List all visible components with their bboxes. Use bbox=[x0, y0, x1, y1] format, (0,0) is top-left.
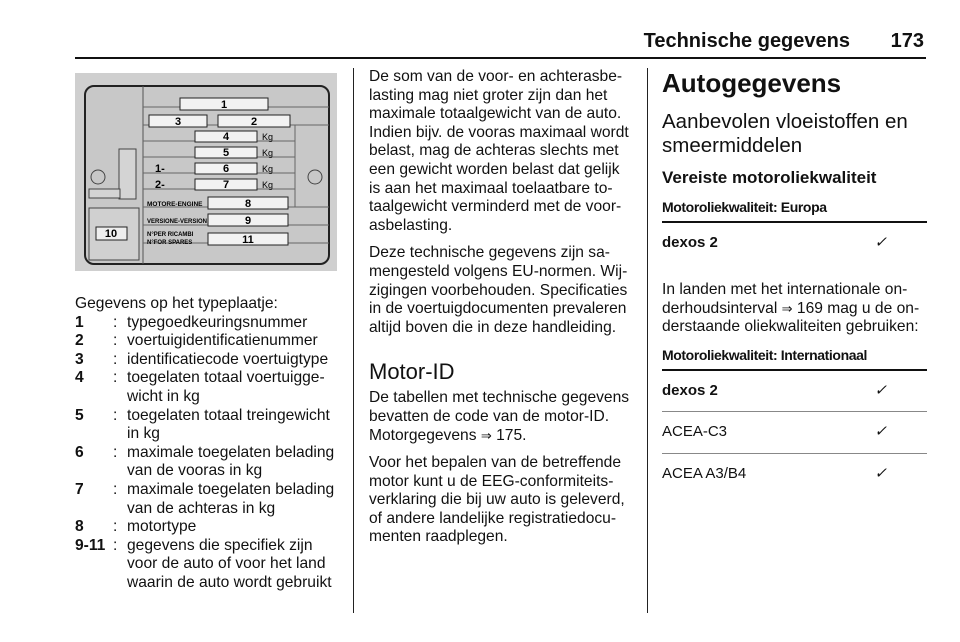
plate-label-2: 2 bbox=[250, 116, 258, 128]
plate-label-5: 5 bbox=[222, 147, 230, 159]
table-europe bbox=[662, 223, 927, 264]
legend-colon: : bbox=[113, 480, 118, 498]
legend-colon: : bbox=[113, 313, 118, 331]
legend-text: maximale toegelaten belading van de vooras in kg bbox=[127, 443, 335, 480]
legend-text: typegoedkeuringsnummer bbox=[127, 313, 308, 331]
table-row bbox=[662, 371, 927, 413]
page-number: 173 bbox=[890, 30, 924, 52]
paragraph-motor-id-text: De tabellen met technische gegevens bevatten de code van de motor-ID. Motorgegevens bbox=[369, 389, 630, 444]
paragraph-motor-id bbox=[369, 389, 633, 445]
type-plate-illustration bbox=[75, 73, 337, 271]
plate-prefix-2: 2- bbox=[155, 179, 165, 191]
legend-text: gegevens die specifiek zijn voor de auto of voor het land waarin de auto wordt gebruikt bbox=[127, 536, 332, 591]
oil-spec-name: ACEA-C3 bbox=[662, 423, 728, 441]
plate-label-7: 7 bbox=[222, 179, 230, 191]
plate-unit-kg: Kg bbox=[262, 148, 274, 158]
plate-unit-kg: Kg bbox=[262, 164, 274, 174]
plate-label-10: 10 bbox=[104, 228, 118, 240]
column-left bbox=[75, 68, 337, 593]
legend-colon: : bbox=[113, 369, 118, 387]
legend-number: 8 bbox=[75, 518, 84, 536]
plate-spares-label-2: N°FOR SPARES bbox=[147, 240, 193, 246]
legend-text: motortype bbox=[127, 518, 197, 536]
column-divider bbox=[353, 68, 354, 613]
page-reference-link[interactable]: 175. bbox=[496, 426, 527, 444]
paragraph-international-text-2: 169 mag u de onderstaande oliekwaliteiten gebruiken: bbox=[662, 299, 920, 336]
legend-colon: : bbox=[113, 332, 118, 350]
page-ref-arrow-icon: ⇒ bbox=[781, 300, 793, 316]
column-right bbox=[662, 68, 927, 494]
oil-spec-name: ACEA A3/B4 bbox=[662, 464, 747, 482]
column-middle bbox=[369, 68, 633, 556]
plate-engine-label: MOTORE-ENGINE bbox=[147, 201, 203, 208]
heading-oil-quality: Vereiste motoroliekwaliteit bbox=[662, 168, 877, 187]
legend-row bbox=[75, 407, 337, 444]
checkmark-icon: ✓ bbox=[874, 233, 887, 251]
checkmark-icon: ✓ bbox=[874, 381, 887, 399]
legend-row bbox=[75, 369, 337, 406]
paragraph-axle-load: De som van de voor- en achterasbelasting mag niet groter zijn dan het maximale totaalgewicht van de auto. Indien bijv. de vooras maximaal wordt belast, mag de achteras slechts met een gewicht worden belast dat gelijk is aan het maximaal toelaatbare totaalgewicht verminderd met de voorasbelasting. bbox=[369, 68, 629, 234]
table-europe-header: Motoroliekwaliteit: Europa bbox=[662, 198, 927, 223]
legend-number: 7 bbox=[75, 480, 84, 498]
legend-colon: : bbox=[113, 518, 118, 536]
heading-fluids: Aanbevolen vloeistoffen en smeermiddelen bbox=[662, 110, 908, 157]
running-title: Technische gegevens bbox=[643, 30, 850, 52]
table-international-header: Motoroliekwaliteit: Internationaal bbox=[662, 346, 927, 371]
legend-number: 4 bbox=[75, 369, 84, 387]
table-row bbox=[662, 412, 927, 454]
legend-row bbox=[75, 444, 337, 481]
checkmark-icon: ✓ bbox=[874, 423, 887, 441]
legend-colon: : bbox=[113, 406, 118, 424]
plate-unit-kg: Kg bbox=[262, 180, 274, 190]
legend-text: maximale toegelaten belading van de achteras in kg bbox=[127, 480, 335, 517]
oil-spec-name: dexos 2 bbox=[662, 381, 718, 399]
legend-number: 5 bbox=[75, 406, 84, 424]
legend-colon: : bbox=[113, 536, 118, 554]
legend-number: 6 bbox=[75, 443, 84, 461]
plate-legend bbox=[75, 314, 337, 593]
plate-version-label: VERSIONE-VERSION bbox=[147, 219, 208, 225]
paragraph-international-text: In landen met het internationale onderhoudsinterval bbox=[662, 281, 908, 317]
plate-prefix-1: 1- bbox=[155, 163, 165, 175]
page-ref-arrow-icon: ⇒ bbox=[480, 427, 492, 443]
checkmark-icon: ✓ bbox=[874, 464, 887, 482]
legend-text: toegelaten totaal voertuiggewicht in kg bbox=[127, 369, 325, 405]
heading-autogegevens: Autogegevens bbox=[662, 68, 842, 98]
legend-row bbox=[75, 518, 337, 537]
table-row bbox=[662, 454, 927, 495]
plate-label-9: 9 bbox=[244, 215, 252, 227]
plate-label-8: 8 bbox=[244, 198, 252, 210]
oil-spec-name: dexos 2 bbox=[662, 233, 718, 251]
legend-text: identificatiecode voertuigtype bbox=[127, 350, 329, 368]
plate-spares-label-1: N°PER RICAMBI bbox=[147, 232, 194, 238]
paragraph-international bbox=[662, 281, 927, 337]
plate-label-1: 1 bbox=[220, 99, 228, 111]
paragraph-eu-norms: Deze technische gegevens zijn samengesteld volgens EU-normen. Wijzigingen voorbehouden. Specificaties in de voertuigdocumenten prevaleren altijd boven die in deze handleiding. bbox=[369, 244, 628, 336]
column-divider bbox=[647, 68, 648, 613]
legend-colon: : bbox=[113, 350, 118, 368]
plate-label-6: 6 bbox=[222, 163, 230, 175]
table-row bbox=[662, 223, 927, 264]
legend-row bbox=[75, 332, 337, 351]
table-international bbox=[662, 371, 927, 495]
header-rule bbox=[75, 57, 926, 59]
plate-unit-kg: Kg bbox=[262, 132, 274, 142]
legend-number: 1 bbox=[75, 313, 84, 331]
plate-label-4: 4 bbox=[222, 131, 230, 143]
legend-row bbox=[75, 351, 337, 370]
legend-number: 3 bbox=[75, 350, 84, 368]
legend-number: 2 bbox=[75, 332, 84, 350]
type-plate-figure bbox=[75, 73, 337, 271]
legend-text: voertuigidentificatienummer bbox=[127, 332, 318, 350]
plate-caption: Gegevens op het typeplaatje: bbox=[75, 295, 278, 312]
legend-colon: : bbox=[113, 443, 118, 461]
paragraph-eeg: Voor het bepalen van de betreffende motor kunt u de EEG-conformiteitsverklaring die bij uw auto is geleverd, of andere landelijke registratiedocumenten raadplegen. bbox=[369, 454, 625, 546]
legend-row bbox=[75, 537, 337, 593]
plate-label-3: 3 bbox=[174, 116, 182, 128]
plate-label-11: 11 bbox=[242, 234, 254, 246]
legend-number: 9-11 bbox=[75, 536, 106, 554]
legend-row bbox=[75, 481, 337, 518]
legend-row bbox=[75, 314, 337, 333]
heading-motor-id: Motor-ID bbox=[369, 359, 455, 385]
legend-text: toegelaten totaal treingewicht in kg bbox=[127, 406, 330, 443]
